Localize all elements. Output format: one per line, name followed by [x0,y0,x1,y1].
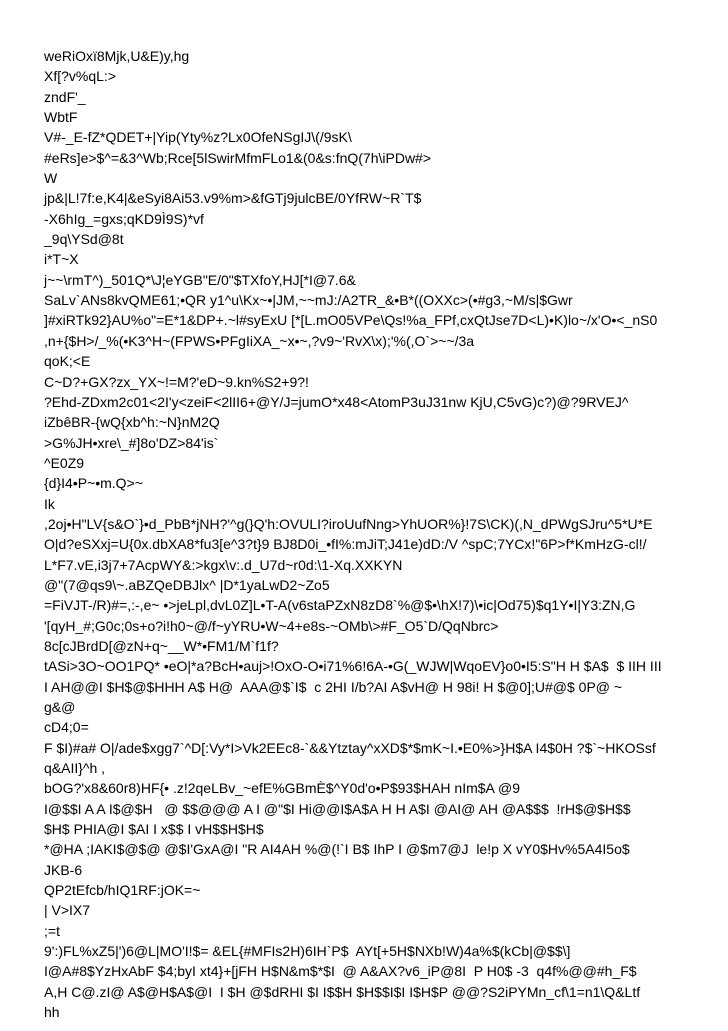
text-line: weRiOxï8Mjk,U&E)y,hg [44,48,190,64]
text-line: @"(7@qs9\~.aBZQeDBJlx^ |D*1yaLwD2~Zo5 [44,576,330,593]
text-line: | V>IX7 [44,902,91,919]
text-line: tASi>3O~OO1PQ* •eO|*a?BcH•auj>!OxO-O•i71%6!6A-•G(_WJW|WqoEV}o0•I5:S"H H $A$ $ IIH III [44,658,662,675]
text-line: ?Ehd-ZDxm2c01<2I'y<zeiF<2lII6+@Y/J=jumO*x48<AtomP3uJ31nw KjU,C5vG)c?)@?9RVEJ^ [44,393,629,410]
text-line: QP2tEfcb/hIQ1RF:jOK=~ [44,882,201,899]
text-line: O|d?eSXxj=U{0x.dbXA8*fu3[e^3?t}9 BJ8D0i_•fI%:mJiT;J41e)dD:/V ^spC;7YCx!"6P>f*KmHzG-cl!/ [44,536,647,553]
text-line: jp&|L!7f:e,K4|&eSyi8Ai53.v9%m>&fGTj9julcBE/0YfRW~R`T$ [44,190,422,207]
text-line: I AH@@I $H$@$HHH A$ H@ AAA@$`I$ c 2HI I/b?AI A$vH@ H 98i! H $@0];U#@$ 0P@ ~ [44,678,623,695]
text-line: _9q\YSd@8t [44,231,124,248]
text-line: ;=t [44,922,60,939]
text-line: q&AII}^h , [44,760,106,777]
text-line: *@HA ;IAKI$@$@ @$I'GxA@I "R AI4AH %@(!`I B$ IhP I @$m7@J le!p X vY0$Hv%5A4I5o$ [44,841,630,858]
text-line: Ik [44,495,55,512]
document-text-block [44,46,694,1023]
text-line: W [44,170,58,187]
text-line: qoK;<E [44,353,91,370]
text-line: JKB-6 [44,861,83,878]
text-line: j~~\rmT^)_501Q*\J¦eYGB"E/0"$TXfoY,HJ[*I@7.6& [44,271,356,288]
text-line: $H$ PHIA@I $AI I x$$ I vH$$H$H$ [44,821,264,838]
text-line: I@$$I A A I$@$H @ $$@@@ A I @"$I Hi@@I$A$A H H A$I @AI@ AH @A$$$ !rH$@$H$$ [44,800,631,817]
text-line: ,2oj•H"LV{s&O`}•d_PbB*jNH?'^g(}Q'h:OVULI?iroUufNng>YhUOR%}!7S\CK)(,N_dPWgSJru^5*U*E [44,515,653,532]
text-line: bOG?'x8&60r8)HF{• .z!2qeLBv_~efE%GBmÈ$^Y0d'o•P$93$HAH nIm$A @9 [44,780,521,797]
text-line: A,H C@.zI@ A$@H$A$@I I $H @$dRHI $I I$$H $H$$I$I I$H$P @@?S2iPYMn_cf\1=n1\Q&Ltf [44,983,641,1000]
text-line: 9':)FL%xZ5|')6@L|MO'I!$= &EL{#MFIs2H)6IH`P$ AYt[+5H$NXb!W)4a%$(kCb|@$$\] [44,943,571,960]
text-line: iZbêBR-{wQ{xb^h:~N}nM2Q [44,414,220,431]
text-line: ]#xiRTk92}AU%o"=E*1&DP+.~l#syExU [*[L.mO05VPe\Qs!%a_FPf,cxQtJse7D<L)•K)lo~/x'O•<_nS0 [44,312,658,329]
text-line: 8c[cJBrdD[@zN+q~__W*•FM1/M`f1f? [44,637,279,654]
text-line: >G%JH•xre\_#]8o'DZ>84'is` [44,434,219,451]
text-line: I@A#8$YzHxAbF $4;byI xt4}+[jFH H$N&m$*$I @ A&AX?v6_iP@8I P H0$ -3 q4f%@@#h_F$ [44,963,637,980]
text-line: =FiVJT-/R)#=,:-,e~ •>jeLpl,dvL0Z]L•T-A(v6staPZxN8zD8`%@$•\hX!7)\•ic|Od75)$q1Y•I|Y3:ZN,G [44,597,636,614]
text-line: i*T~X [44,251,79,268]
text-line: #eRs]e>$^=&3^Wb;Rce[5lSwirMfmFLo1&(0&s:fnQ(7h\iPDw#> [44,149,432,166]
text-line: Xf[?v%qL:> [44,68,116,85]
text-line: L*F7.vE,i3j7+7AcpWY&:>kgx\v:.d_U7d~r0d:\1-Xq.XXKYN [44,556,403,573]
text-line: hh [44,1004,60,1021]
text-line: '[qyH_#;G0c;0s+o?i!h0~@/f~yYRU•W~4+e8s-~OMb\>#F_O5`D/QqNbrc> [44,617,499,634]
text-line: g&@ [44,699,76,715]
text-line: ,n+{$H>/_%(•K3^H~(FPWS•PFgIiXA_~x•~,?v9~'RvX\x);'%(,O`>~~/3a [44,332,475,349]
text-line: zndF'_ [44,88,86,105]
text-line: {d}I4•P~•m.Q>~ [44,475,143,492]
text-line: V#-_E-fZ*QDET+|Yip(Yty%z?Lx0OfeNSgIJ\(/9sK\ [44,129,352,146]
text-line: F $I)#a# O|/ade$xgg7`^D[:Vy*I>Vk2EEc8-`&&Ytztay^xXD$*$mK~I.•E0%>}H$A I4$0H ?$`~HKOSsf [44,739,656,756]
text-line: -X6hIg_=gxs;qKD9Ì9S)*vf [44,210,204,227]
text-line: C~D?+GX?zx_YX~!=M?'eD~9.kn%S2+9?! [44,373,309,390]
text-line: SaLv`ANs8kvQME61;•QR y1^u\Kx~•|JM,~~mJ:/A2TR_&•B*((OXXc>(•#g3,~M/s|$Gwr [44,292,573,309]
text-line: cD4;0= [44,719,89,736]
text-line: ^E0Z9 [44,454,85,471]
text-line: WbtF [44,109,78,126]
